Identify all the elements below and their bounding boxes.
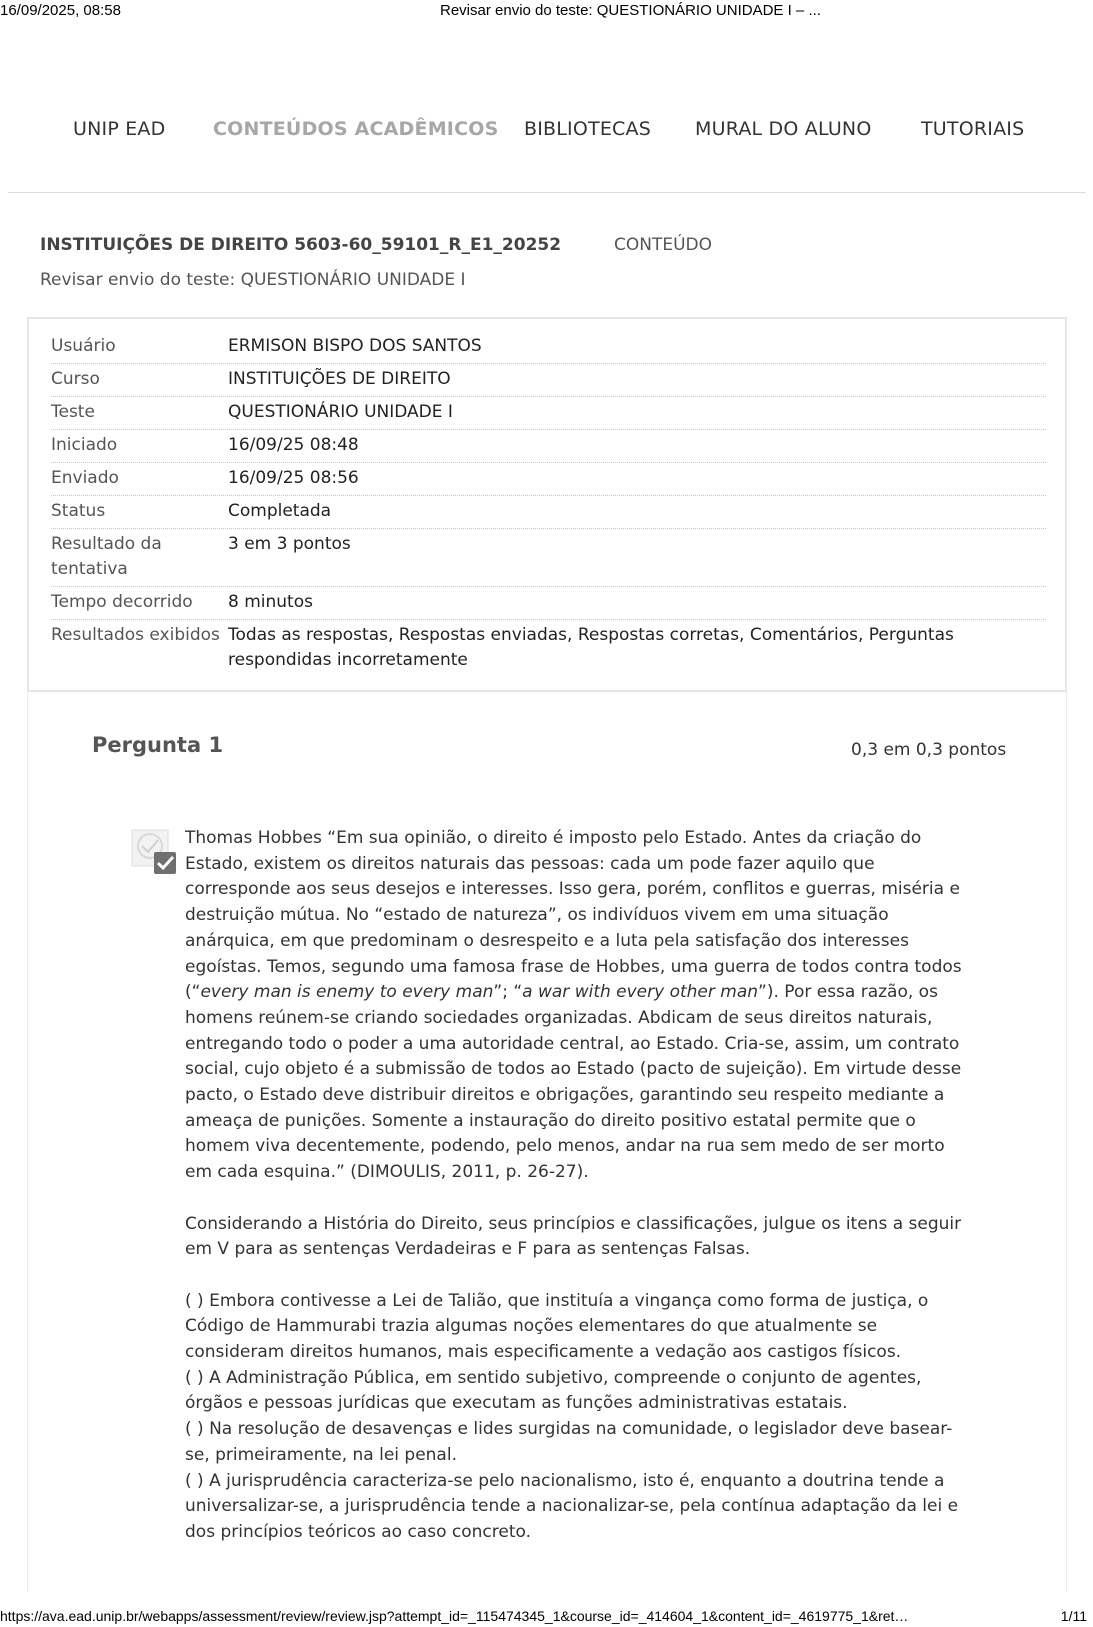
question-points: 0,3 em 0,3 pontos	[851, 740, 1007, 760]
question-item: ( ) Embora contivesse a Lei de Talião, que instituía a vingança como forma de justiça, o Código de Hammurabi trazia algumas noções elementares do que atualmente se consideram direitos humanos, mais especificamente a vedação aos castigos físicos.	[185, 1290, 929, 1363]
summary-row-resultado	[51, 529, 1046, 587]
summary-key: Enviado	[51, 468, 119, 488]
print-footer	[0, 1605, 1093, 1627]
print-date: 16/09/2025, 08:58	[0, 2, 121, 19]
summary-value: QUESTIONÁRIO UNIDADE I	[228, 402, 453, 422]
nav-divider	[8, 192, 1086, 193]
summary-key: Teste	[51, 402, 95, 422]
summary-key: Resultados exibidos	[51, 625, 220, 645]
summary-key: Usuário	[51, 336, 116, 356]
correct-check-icon	[130, 828, 178, 876]
course-title[interactable]: INSTITUIÇÕES DE DIREITO 5603-60_59101_R_E1_20252	[40, 235, 562, 255]
nav-item-mural-do-aluno[interactable]: MURAL DO ALUNO	[695, 118, 872, 140]
summary-key: Iniciado	[51, 435, 118, 455]
quote-part-1: Thomas Hobbes “Em sua opinião, o direito é imposto pelo Estado. Antes da criação do Estado, existem os direitos naturais das pessoas: cada um pode fazer aquilo que corresponde aos seus desejos e interesses. Isso gera, porém, conflitos e guerras, miséria e destruição mútua. No “estado de natureza”, os indivíduos vivem em uma situação anárquica, em que predominam o desrespeito e a luta pela satisfação dos interesses egoístas. Temos, segundo uma famosa frase de Hobbes, uma guerra de todos contra todos (“	[185, 828, 962, 1003]
summary-row-enviado	[51, 463, 1046, 496]
summary-row-tempo	[51, 587, 1046, 620]
print-header	[0, 0, 1093, 24]
print-page-number: 1/11	[1060, 1608, 1087, 1624]
summary-key: Resultado da tentativa	[51, 534, 162, 579]
summary-row-curso	[51, 364, 1046, 397]
top-nav	[0, 118, 1093, 148]
summary-key: Tempo decorrido	[51, 592, 193, 612]
attempt-summary-table	[51, 331, 1046, 677]
quote-italic-1: every man is enemy to every man	[200, 982, 494, 1003]
attempt-summary-panel	[27, 317, 1067, 692]
page-title: Revisar envio do teste: QUESTIONÁRIO UNIDADE I	[40, 270, 466, 290]
question-title: Pergunta 1	[92, 733, 224, 757]
summary-row-resultados-exibidos	[51, 620, 1046, 677]
summary-value: 8 minutos	[228, 592, 313, 612]
print-url: https://ava.ead.unip.br/webapps/assessment/review/review.jsp?attempt_id=_115474345_1&course_id=_414604_1&content_id=_4619775_1&ret…	[0, 1608, 909, 1624]
summary-key: Curso	[51, 369, 100, 389]
summary-row-usuario	[51, 331, 1046, 364]
summary-row-teste	[51, 397, 1046, 430]
summary-row-status	[51, 496, 1046, 529]
summary-value: Todas as respostas, Respostas enviadas, Respostas corretas, Comentários, Perguntas respondidas incorretamente	[228, 625, 954, 670]
content-link[interactable]: CONTEÚDO	[614, 235, 713, 255]
summary-key: Status	[51, 501, 106, 521]
quote-separator: ”; “	[493, 982, 523, 1003]
question-item: ( ) Na resolução de desavenças e lides surgidas na comunidade, o legislador deve basear-se, primeiramente, na lei penal.	[185, 1419, 953, 1465]
quote-part-2: ”). Por essa razão, os homens reúnem-se criando sociedades organizadas. Abdicam de seus direitos naturais, entregando todo o poder a uma autoridade central, ao Estado. Cria-se, assim, um contrato social, cujo objeto é a submissão de todos ao Estado (pacto de sujeição). Em virtude desse pacto, o Estado deve distribuir direitos e obrigações, garantindo seu respeito mediante a ameaça de punições. Somente a instauração do direito positivo estatal permite que o homem viva decentemente, podendo, pelo menos, andar na rua sem medo de ser morto em cada esquina.” (DIMOULIS, 2011, p. 26-27).	[185, 982, 962, 1183]
question-text	[185, 826, 975, 1546]
summary-value: INSTITUIÇÕES DE DIREITO	[228, 369, 451, 389]
question-item: ( ) A jurisprudência caracteriza-se pelo nacionalismo, isto é, enquanto a doutrina tende a universalizar-se, a jurisprudência tende a nacionalizar-se, pela contínua adaptação da lei e dos princípios teóricos ao caso concreto.	[185, 1470, 959, 1542]
summary-value: 3 em 3 pontos	[228, 534, 351, 554]
summary-row-iniciado	[51, 430, 1046, 463]
nav-item-unip-ead[interactable]: UNIP EAD	[73, 118, 166, 140]
summary-value: 16/09/25 08:48	[228, 435, 359, 455]
nav-item-bibliotecas[interactable]: BIBLIOTECAS	[524, 118, 651, 140]
question-instruction: Considerando a História do Direito, seus princípios e classificações, julgue os itens a seguir em V para as sentenças Verdadeiras e F para as sentenças Falsas.	[185, 1213, 962, 1260]
question-quote	[185, 826, 975, 1186]
summary-value: ERMISON BISPO DOS SANTOS	[228, 336, 482, 356]
nav-item-conteudos-academicos[interactable]: CONTEÚDOS ACADÊMICOS	[213, 118, 499, 140]
summary-value: 16/09/25 08:56	[228, 468, 359, 488]
quote-italic-2: a war with every other man	[522, 982, 759, 1003]
question-item: ( ) A Administração Pública, em sentido subjetivo, compreende o conjunto de agentes, órgãos e pessoas jurídicas que executam as funções administrativas estatais.	[185, 1367, 922, 1414]
nav-item-tutoriais[interactable]: TUTORIAIS	[921, 118, 1025, 140]
summary-value: Completada	[228, 501, 332, 521]
print-page-title: Revisar envio do teste: QUESTIONÁRIO UNIDADE I – ...	[440, 2, 821, 19]
